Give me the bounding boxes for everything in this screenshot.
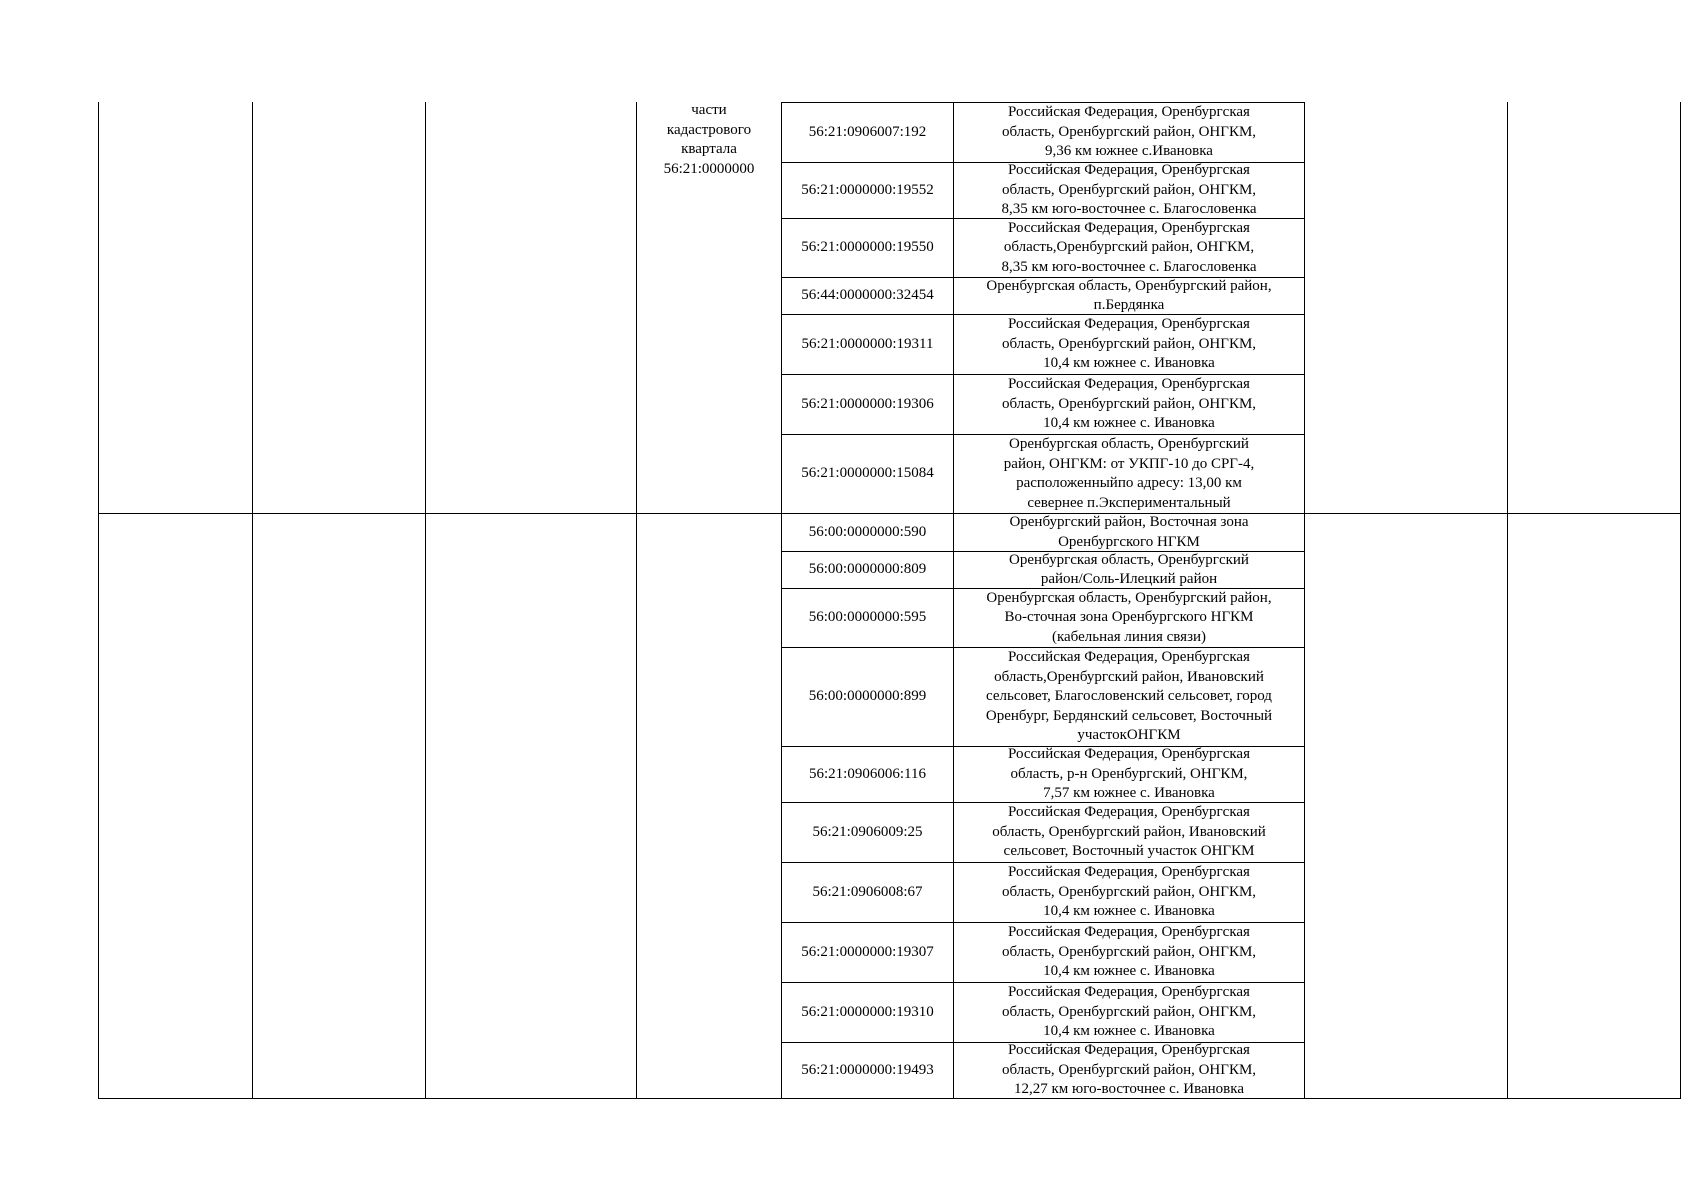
- column-line: [636, 102, 637, 1099]
- column-line: [425, 102, 426, 1099]
- table-bottom-border: [98, 1098, 1681, 1099]
- cadastral-number: 56:21:0906009:25: [812, 823, 923, 840]
- cadastral-number: 56:21:0000000:19310: [801, 1003, 934, 1020]
- cadastral-number: 56:44:0000000:32454: [801, 287, 934, 304]
- cadastral-number: 56:00:0000000:595: [808, 609, 927, 626]
- address: Оренбургская область, Оренбургский район/Соль-Илецкий район: [1009, 551, 1249, 587]
- address: Российская Федерация, Оренбургская область,Оренбургский район, ОНГКМ, 8,35 км юго-восточнее с. Благословенка: [1001, 219, 1257, 275]
- cadastral-number: 56:21:0906008:67: [812, 883, 923, 900]
- address: Российская Федерация, Оренбургская область, Оренбургский район, ОНГКМ, 10,4 км южнее с. Ивановка: [1001, 864, 1257, 920]
- address: Оренбургская область, Оренбургский район, ОНГКМ: от УКПГ-10 до СРГ-4, расположенныйпо адресу: 13,00 км севернее п.Экспериментальный: [1003, 436, 1255, 511]
- column-line: [1507, 102, 1508, 1099]
- address: Оренбургский район, Восточная зона Оренбургского НГКМ: [1009, 514, 1249, 550]
- address: Оренбургская область, Оренбургский район, п.Бердянка: [986, 277, 1272, 313]
- address: Российская Федерация, Оренбургская область, Оренбургский район, ОНГКМ, 10,4 км южнее с. Ивановка: [1001, 924, 1257, 980]
- cadastral-number: 56:21:0000000:15084: [801, 465, 934, 482]
- address: Оренбургская область, Оренбургский район, Во-сточная зона Оренбургского НГКМ (кабельная линия связи): [986, 589, 1272, 645]
- column-line: [98, 102, 99, 1099]
- cadastral-number: 56:00:0000000:590: [808, 523, 927, 540]
- cadastral-number: 56:21:0000000:19550: [801, 239, 934, 256]
- address: Российская Федерация, Оренбургская область, Оренбургский район, ОНГКМ, 10,4 км южнее с. Ивановка: [1001, 984, 1257, 1040]
- address: Российская Федерация, Оренбургская область, р-н Оренбургский, ОНГКМ, 7,57 км южнее с. Ивановка: [1008, 746, 1250, 802]
- cadastral-number: 56:21:0000000:19311: [801, 335, 934, 352]
- address: Российская Федерация, Оренбургская область, Оренбургский район, ОНГКМ, 9,36 км южнее с.Ивановка: [1001, 104, 1257, 160]
- address: Российская Федерация, Оренбургская область, Оренбургский район, ОНГКМ, 10,4 км южнее с. Ивановка: [1001, 376, 1257, 432]
- address: Российская Федерация, Оренбургская область, Оренбургский район, Ивановский сельсовет, Восточный участок ОНГКМ: [992, 804, 1266, 860]
- cadastral-number: 56:21:0000000:19552: [801, 181, 934, 198]
- cadastral-number: 56:21:0000000:19493: [801, 1061, 934, 1078]
- cadastral-number: 56:00:0000000:809: [808, 561, 927, 578]
- cadastral-number: 56:21:0000000:19306: [801, 395, 934, 412]
- cadastral-number: 56:21:0906007:192: [808, 123, 927, 140]
- column-line: [1304, 102, 1305, 1099]
- cadastral-number: 56:21:0000000:19307: [801, 943, 934, 960]
- address: Российская Федерация, Оренбургская область,Оренбургский район, Ивановский сельсовет, Благословенский сельсовет, город Оренбург, Бердянский сельсовет, Восточный участокОНГКМ: [985, 649, 1273, 744]
- cadastral-number: 56:00:0000000:899: [808, 688, 927, 705]
- address: Российская Федерация, Оренбургская область, Оренбургский район, ОНГКМ, 12,27 км юго-восточнее с. Ивановка: [1001, 1042, 1257, 1098]
- column-line: [252, 102, 253, 1099]
- cadastral-number: 56:21:0906006:116: [809, 765, 926, 782]
- address: Российская Федерация, Оренбургская область, Оренбургский район, ОНГКМ, 10,4 км южнее с. Ивановка: [1001, 316, 1257, 372]
- cadastral-quarter-note: части кадастрового квартала 56:21:0000000: [663, 102, 755, 177]
- column-line: [1680, 102, 1681, 1099]
- address: Российская Федерация, Оренбургская область, Оренбургский район, ОНГКМ, 8,35 км юго-восточнее с. Благословенка: [1001, 162, 1257, 218]
